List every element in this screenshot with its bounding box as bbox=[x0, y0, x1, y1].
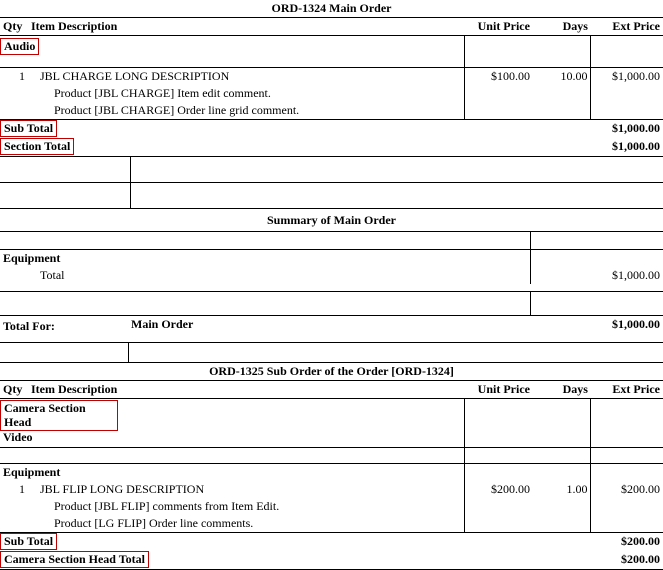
sub-order-comment-row-1 bbox=[0, 498, 663, 515]
total-for-value: $1,000.00 bbox=[612, 317, 660, 331]
line-comment-1: Product [JBL CHARGE] Item edit comment. bbox=[54, 86, 271, 100]
summary-spacer-row bbox=[0, 232, 663, 250]
sub-comment-ext-2 bbox=[591, 515, 663, 533]
summary-spacer-left bbox=[0, 232, 531, 250]
comment-ext-1 bbox=[591, 85, 663, 102]
summary-total-value: $1,000.00 bbox=[531, 267, 663, 284]
sub-section-total-days-blank bbox=[533, 551, 591, 570]
total-for-name: Main Order bbox=[131, 317, 194, 331]
column-header-description: Item Description bbox=[28, 18, 465, 36]
sub-column-header-description: Item Description bbox=[28, 381, 465, 399]
sub-line-description: JBL FLIP LONG DESCRIPTION bbox=[40, 482, 205, 496]
sub-order-comment-row-2 bbox=[0, 515, 663, 533]
comment-unit-2 bbox=[465, 102, 533, 120]
section-total-label: Section Total bbox=[0, 138, 74, 155]
column-header-ext-price: Ext Price bbox=[591, 18, 663, 36]
section-head-cell bbox=[0, 399, 465, 431]
comment-unit-1 bbox=[465, 85, 533, 102]
main-order-comment-row-2 bbox=[0, 102, 663, 120]
sub-column-header-ext-price: Ext Price bbox=[591, 381, 663, 399]
summary-spacer-right bbox=[531, 232, 663, 250]
sub-line-comment-1: Product [JBL FLIP] comments from Item Edit. bbox=[54, 499, 280, 513]
sub-total-value: $1,000.00 bbox=[612, 121, 660, 135]
sub-order-title: ORD-1325 Sub Order of the Order [ORD-1324] bbox=[209, 364, 454, 378]
sub-line-days: 1.00 bbox=[566, 482, 588, 496]
sub-sub-total-label: Sub Total bbox=[0, 533, 57, 550]
summary-underline bbox=[0, 284, 663, 292]
sub-line-comment-2: Product [LG FLIP] Order line comments. bbox=[28, 515, 465, 533]
main-order-section-row bbox=[0, 36, 663, 58]
spacer-days bbox=[533, 57, 591, 68]
sub-group-label: Equipment bbox=[3, 465, 61, 479]
summary-total-qty-blank bbox=[0, 267, 28, 284]
summary-title-row bbox=[0, 209, 663, 232]
sub-section-ext bbox=[591, 430, 663, 448]
summary-total-row bbox=[0, 267, 663, 284]
line-description: JBL CHARGE LONG DESCRIPTION bbox=[40, 69, 230, 83]
total-for-row bbox=[0, 316, 663, 336]
section-total-label-cell bbox=[0, 138, 465, 157]
line-ext-price: $1,000.00 bbox=[591, 68, 663, 86]
main-order-comment-row-1 bbox=[0, 85, 663, 102]
sub-section-days bbox=[533, 430, 591, 448]
section-head-label: Camera Section Head bbox=[0, 400, 118, 431]
main-order-title: ORD-1324 Main Order bbox=[271, 1, 392, 15]
comment-qty-blank-2 bbox=[0, 102, 28, 120]
sub-section-label-video: Video bbox=[3, 430, 33, 444]
total-for-table bbox=[0, 316, 663, 363]
sub-section-total-value: $200.00 bbox=[591, 551, 663, 570]
sub-order-group-row bbox=[0, 464, 663, 482]
section-row-ext-cell bbox=[591, 36, 663, 58]
sub-order-section-head-row bbox=[0, 399, 663, 431]
line-days: 10.00 bbox=[560, 69, 588, 83]
summary-total-label: Total bbox=[40, 268, 65, 282]
summary-group-value-blank bbox=[531, 250, 663, 268]
sub-sub-total-label-cell bbox=[0, 533, 465, 552]
total-for-blank-row bbox=[0, 343, 663, 363]
section-total-unit-blank bbox=[465, 138, 533, 157]
sub-order-table bbox=[0, 363, 663, 570]
comment-qty-blank-1 bbox=[0, 85, 28, 102]
section-label-cell bbox=[0, 36, 465, 58]
section-head-days bbox=[533, 399, 591, 431]
section-row-days-cell bbox=[533, 36, 591, 58]
total-for-label: Total For: bbox=[3, 319, 55, 333]
sub-sub-total-unit-blank bbox=[465, 533, 533, 552]
summary-blank-right bbox=[531, 292, 663, 316]
sub-total-days-blank bbox=[533, 120, 591, 139]
sub-section-total-label: Camera Section Head Total bbox=[0, 551, 149, 568]
main-order-empty-grid bbox=[0, 157, 663, 209]
section-head-ext bbox=[591, 399, 663, 431]
empty-grid-cell-2b bbox=[130, 183, 663, 209]
sub-comment-qty-2 bbox=[0, 515, 28, 533]
sub-section-label-cell bbox=[0, 430, 465, 448]
main-order-table bbox=[0, 0, 663, 157]
section-label-audio: Audio bbox=[0, 38, 39, 55]
summary-group-label: Equipment bbox=[3, 251, 61, 265]
spacer-left bbox=[0, 57, 465, 68]
empty-grid-row-2 bbox=[0, 183, 663, 209]
summary-underline-row bbox=[0, 284, 663, 292]
sub-order-line-row bbox=[0, 481, 663, 498]
summary-group-row bbox=[0, 250, 663, 268]
sub-spacer-left bbox=[0, 448, 465, 464]
sub-total-unit-blank bbox=[465, 120, 533, 139]
sub-order-subtotal-row bbox=[0, 533, 663, 552]
section-total-days-blank bbox=[533, 138, 591, 157]
sub-group-ext bbox=[591, 464, 663, 482]
main-order-header-row bbox=[0, 18, 663, 36]
sub-sub-total-value: $200.00 bbox=[621, 534, 660, 548]
sub-sub-total-days-blank bbox=[533, 533, 591, 552]
sub-section-unit bbox=[465, 430, 533, 448]
empty-grid-cell-1b bbox=[130, 157, 663, 183]
summary-blank-left bbox=[0, 292, 531, 316]
sub-group-unit bbox=[465, 464, 533, 482]
summary-title: Summary of Main Order bbox=[0, 209, 663, 232]
sub-total-label: Sub Total bbox=[0, 120, 57, 137]
spacer-ext bbox=[591, 57, 663, 68]
sub-spacer-unit bbox=[465, 448, 533, 464]
section-row-unit-cell bbox=[465, 36, 533, 58]
sub-comment-qty-1 bbox=[0, 498, 28, 515]
sub-group-days bbox=[533, 464, 591, 482]
total-for-blank-right bbox=[128, 343, 663, 363]
comment-days-1 bbox=[533, 85, 591, 102]
sub-order-section-row bbox=[0, 430, 663, 448]
sub-comment-ext-1 bbox=[591, 498, 663, 515]
column-header-unit-price: Unit Price bbox=[465, 18, 533, 36]
summary-table bbox=[0, 209, 663, 316]
line-qty: 1 bbox=[19, 69, 25, 83]
line-comment-2: Product [JBL CHARGE] Order line grid comment. bbox=[28, 102, 465, 120]
line-unit-price: $100.00 bbox=[465, 68, 533, 86]
sub-section-total-label-cell bbox=[0, 551, 465, 570]
main-order-title-row bbox=[0, 0, 663, 18]
sub-order-spacer-row bbox=[0, 448, 663, 464]
sub-line-unit-price: $200.00 bbox=[465, 481, 533, 498]
sub-comment-unit-2 bbox=[465, 515, 533, 533]
empty-grid-cell-2a bbox=[0, 183, 130, 209]
summary-blank-grid-row bbox=[0, 292, 663, 316]
sub-column-header-days: Days bbox=[533, 381, 591, 399]
section-total-value: $1,000.00 bbox=[591, 138, 663, 157]
section-head-unit bbox=[465, 399, 533, 431]
sub-comment-unit-1 bbox=[465, 498, 533, 515]
total-for-blank-left bbox=[0, 343, 128, 363]
main-order-line-row bbox=[0, 68, 663, 86]
sub-section-total-unit-blank bbox=[465, 551, 533, 570]
sub-spacer-ext bbox=[591, 448, 663, 464]
sub-comment-days-1 bbox=[533, 498, 591, 515]
comment-days-2 bbox=[533, 102, 591, 120]
empty-grid-row-1 bbox=[0, 157, 663, 183]
spacer-unit bbox=[465, 57, 533, 68]
sub-order-sectiontotal-row bbox=[0, 551, 663, 570]
sub-line-ext-price: $200.00 bbox=[591, 481, 663, 498]
main-order-subtotal-row bbox=[0, 120, 663, 139]
sub-order-title-row bbox=[0, 363, 663, 381]
sub-line-qty: 1 bbox=[19, 482, 25, 496]
empty-grid-cell-1a bbox=[0, 157, 130, 183]
sub-column-header-qty: Qty bbox=[0, 381, 28, 399]
main-order-spacer-row bbox=[0, 57, 663, 68]
main-order-sectiontotal-row bbox=[0, 138, 663, 157]
comment-ext-2 bbox=[591, 102, 663, 120]
sub-column-header-unit-price: Unit Price bbox=[465, 381, 533, 399]
column-header-days: Days bbox=[533, 18, 591, 36]
sub-total-label-cell bbox=[0, 120, 465, 139]
sub-order-header-row bbox=[0, 381, 663, 399]
column-header-qty: Qty bbox=[0, 18, 28, 36]
sub-spacer-days bbox=[533, 448, 591, 464]
sub-comment-days-2 bbox=[533, 515, 591, 533]
